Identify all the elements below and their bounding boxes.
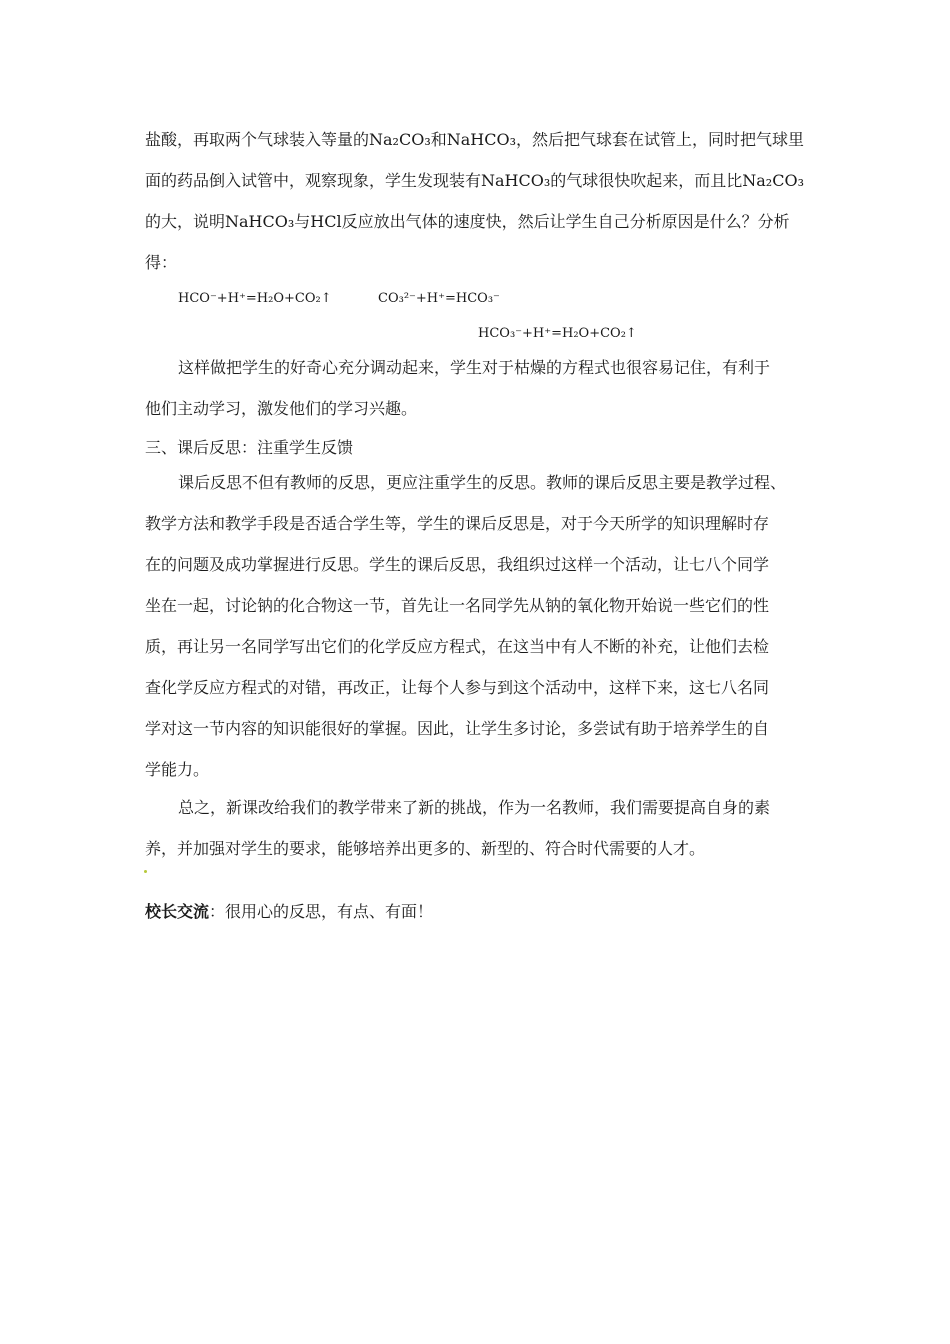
paragraph-line: 盐酸，再取两个气球装入等量的Na₂CO₃和NaHCO₃，然后把气球套在试管上，同时把气球里 <box>145 130 804 149</box>
paragraph-line: 得： <box>145 253 178 272</box>
principal-comment-label: 校长交流 <box>145 902 210 921</box>
paragraph-line: 这样做把学生的好奇心充分调动起来，学生对于枯燥的方程式也很容易记住，有利于 <box>178 358 771 377</box>
stray-mark <box>144 870 147 873</box>
paragraph-line: 学能力。 <box>145 760 210 779</box>
paragraph-line: 养，并加强对学生的要求，能够培养出更多的、新型的、符合时代需要的人才。 <box>145 839 706 858</box>
equation-2: CO₃²⁻+H⁺=HCO₃⁻ <box>378 291 500 306</box>
paragraph-line: 教学方法和教学手段是否适合学生等，学生的课后反思是，对于今天所学的知识理解时存 <box>145 514 770 533</box>
paragraph-line: 他们主动学习，激发他们的学习兴趣。 <box>145 399 418 418</box>
paragraph-line: 的大，说明NaHCO₃与HCl反应放出气体的速度快，然后让学生自己分析原因是什么？分析 <box>145 212 790 231</box>
paragraph-line: 学对这一节内容的知识能很好的掌握。因此，让学生多讨论，多尝试有助于培养学生的自 <box>145 719 770 738</box>
paragraph-line: 查化学反应方程式的对错，再改正，让每个人参与到这个活动中，这样下来，这七八名同 <box>145 678 770 697</box>
paragraph-line: 在的问题及成功掌握进行反思。学生的课后反思，我组织过这样一个活动，让七八个同学 <box>145 555 770 574</box>
paragraph-line: 面的药品倒入试管中，观察现象，学生发现装有NaHCO₃的气球很快吹起来，而且比Na₂CO₃ <box>145 171 804 190</box>
principal-comment <box>145 902 433 922</box>
paragraph-line: 坐在一起，讨论钠的化合物这一节，首先让一名同学先从钠的氧化物开始说一些它们的性 <box>145 596 770 615</box>
principal-comment-text: ：很用心的反思，有点、有面！ <box>209 902 434 921</box>
section-heading: 三、课后反思：注重学生反馈 <box>145 438 354 457</box>
equation-1: HCO⁻+H⁺=H₂O+CO₂↑ <box>178 291 332 306</box>
paragraph-line: 总之，新课改给我们的教学带来了新的挑战，作为一名教师，我们需要提高自身的素 <box>178 798 771 817</box>
equation-3: HCO₃⁻+H⁺=H₂O+CO₂↑ <box>478 326 637 341</box>
paragraph-line: 质，再让另一名同学写出它们的化学反应方程式，在这当中有人不断的补充，让他们去检 <box>145 637 770 656</box>
paragraph-line: 课后反思不但有教师的反思，更应注重学生的反思。教师的课后反思主要是教学过程、 <box>178 473 787 492</box>
